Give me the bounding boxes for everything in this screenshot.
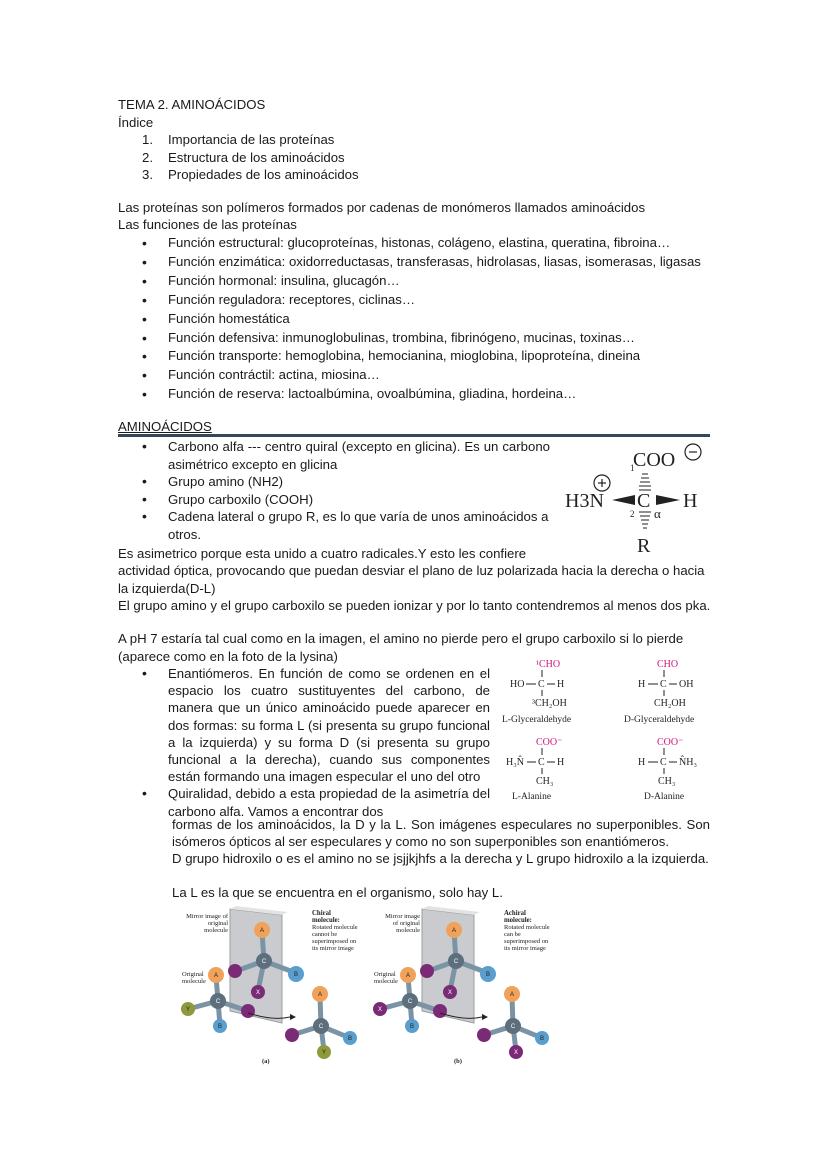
paragraph: D grupo hidroxilo o es el amino no se jsjjkjhfs a la derecha y L grupo hidroxilo a la izquierda. bbox=[172, 851, 709, 866]
svg-text:C: C bbox=[538, 757, 545, 768]
list-item: • Función estructural: glucoproteínas, histonas, colágeno, elastina, queratina, fibroina… bbox=[118, 234, 718, 253]
amino-group-label: H3N bbox=[565, 490, 604, 512]
svg-text:X: X bbox=[377, 1007, 383, 1013]
svg-text:CHO: CHO bbox=[657, 659, 679, 670]
intro-paragraph: Las proteínas son polímeros formados por cadenas de monómeros llamados aminoácidos bbox=[118, 200, 646, 215]
paragraph: El grupo amino y el grupo carboxilo se pueden ionizar y por lo tanto contendremos al menos dos pka. bbox=[118, 598, 711, 613]
index-item: 2. Estructura de los aminoácidos bbox=[142, 149, 345, 165]
functions-heading: Las funciones de las proteínas bbox=[118, 217, 297, 232]
doc-title: TEMA 2. AMINOÁCIDOS bbox=[118, 97, 266, 112]
list-item: • Función defensiva: inmunoglobulinas, trombina, fibrinógeno, mucinas, toxinas… bbox=[118, 329, 718, 348]
enantiomers-figure bbox=[498, 654, 718, 804]
svg-text:B: B bbox=[485, 972, 491, 978]
svg-text:CH₃: CH₃ bbox=[536, 776, 554, 787]
svg-text:³CH₂OH: ³CH₂OH bbox=[532, 698, 567, 709]
svg-text:CH₃: CH₃ bbox=[658, 776, 676, 787]
index-label: Índice bbox=[118, 114, 154, 130]
coo-label: COO bbox=[633, 449, 676, 471]
svg-text:X: X bbox=[447, 990, 453, 996]
svg-text:H: H bbox=[557, 679, 565, 690]
paragraph: formas de los aminoácidos, la D y la L. Son imágenes especulares no superponibles. Son isómeros ópticos al ser especulares y como no son superponibles son enantiómeros. bbox=[172, 817, 710, 850]
chiral-title: Chiral molecule: bbox=[312, 910, 340, 922]
amino-acid-structure-figure bbox=[560, 438, 710, 556]
svg-text:C: C bbox=[407, 999, 413, 1005]
svg-text:X: X bbox=[513, 1050, 519, 1056]
svg-text:B: B bbox=[293, 972, 299, 978]
list-item: • Función hormonal: insulina, glucagón… bbox=[118, 272, 718, 291]
list-item: • Función homestática bbox=[118, 310, 718, 329]
achiral-description: Rotated molecule can be superimposed on its mirror image bbox=[504, 924, 550, 952]
chiral-description: Rotated molecule cannot be superimposed on its mirror image bbox=[312, 924, 358, 952]
list-item: • Función enzimática: oxidorreductasas, transferasas, hidrolasas, liasas, isomerasas, ligasas bbox=[118, 253, 718, 272]
svg-text:C: C bbox=[538, 679, 545, 690]
list-item: • Carbono alfa --- centro quiral (excepto en glicina). Es un carbono asimétrico excepto en glicina bbox=[118, 438, 550, 473]
svg-text:B: B bbox=[539, 1036, 545, 1042]
mirror-caption-a: Mirror image of original molecule bbox=[186, 913, 228, 934]
svg-text:C: C bbox=[261, 959, 267, 965]
svg-text:C: C bbox=[453, 959, 459, 965]
svg-text:α: α bbox=[654, 506, 661, 521]
svg-text:H: H bbox=[638, 679, 646, 690]
index-item: 1. Importancia de las proteínas bbox=[142, 132, 335, 148]
svg-text:C: C bbox=[660, 757, 667, 768]
list-item: • Función de reserva: lactoalbúmina, ovoalbúmina, gliadina, hordeina… bbox=[118, 385, 718, 404]
svg-text:A: A bbox=[509, 992, 515, 998]
enantiomer-list bbox=[118, 665, 490, 820]
svg-text:C: C bbox=[660, 679, 667, 690]
list-item: • Grupo carboxilo (COOH) bbox=[118, 491, 550, 509]
svg-text:OH: OH bbox=[679, 679, 694, 690]
list-item: • Enantiómeros. En función de como se ordenen en el espacio los cuatro sustituyentes del carbono, de manera que un único aminoácido puede aparecer en dos formas: su forma L (si presenta su grupo funcional a la izquierda) y su forma D (si presenta su grupo funcional a la derecha), cuando sus componentes están formando una imagen especular el uno del otro bbox=[118, 665, 490, 785]
r-group-label: R bbox=[637, 535, 651, 556]
d-glyceraldehyde-label: D-Glyceraldehyde bbox=[624, 715, 695, 725]
list-item: • Función reguladora: receptores, ciclinas… bbox=[118, 291, 718, 310]
paragraph: A pH 7 estaría tal cual como en la imagen, el amino no pierde pero el grupo carboxilo si lo pierde (aparece como en la foto de la lysina) bbox=[118, 631, 684, 664]
svg-text:A: A bbox=[259, 928, 265, 934]
chirality-figure bbox=[178, 901, 552, 1069]
svg-text:B: B bbox=[347, 1036, 353, 1042]
svg-text:X: X bbox=[255, 990, 261, 996]
section-heading: AMINOÁCIDOS bbox=[118, 419, 212, 434]
svg-text:C: C bbox=[318, 1024, 324, 1030]
list-item: • Función transporte: hemoglobina, hemocianina, mioglobina, lipoproteína, dineina bbox=[118, 347, 718, 366]
svg-text:C: C bbox=[637, 490, 651, 512]
document-body bbox=[118, 96, 710, 184]
list-item: • Quiralidad, debido a esta propiedad de la asimetría del carbono alfa. Vamos a encontrar dos bbox=[118, 785, 490, 819]
index-list bbox=[118, 131, 710, 184]
svg-text:H: H bbox=[683, 490, 698, 512]
panel-label-b: (b) bbox=[454, 1058, 462, 1065]
l-glyceraldehyde-label: L-Glyceraldehyde bbox=[502, 715, 572, 725]
svg-text:COO⁻: COO⁻ bbox=[657, 737, 684, 748]
section-divider bbox=[118, 434, 710, 437]
original-caption-b: Original molecule bbox=[374, 971, 398, 985]
svg-text:COO⁻: COO⁻ bbox=[536, 737, 563, 748]
list-item: • Función contráctil: actina, miosina… bbox=[118, 366, 718, 385]
svg-text:H₃N̂: H₃N̂ bbox=[506, 757, 524, 768]
svg-text:A: A bbox=[317, 992, 323, 998]
panel-label-a: (a) bbox=[262, 1058, 270, 1065]
d-alanine-label: D-Alanine bbox=[644, 792, 685, 802]
svg-text:2: 2 bbox=[630, 509, 635, 519]
svg-text:C: C bbox=[215, 999, 221, 1005]
svg-text:C: C bbox=[510, 1024, 516, 1030]
aminoacid-bullets bbox=[118, 438, 550, 544]
original-caption-a: Original molecule bbox=[182, 971, 206, 985]
list-item: • Grupo amino (NH2) bbox=[118, 473, 550, 491]
svg-text:CH₂OH: CH₂OH bbox=[654, 698, 686, 709]
l-alanine-label: L-Alanine bbox=[512, 792, 552, 802]
svg-text:Y: Y bbox=[185, 1007, 191, 1013]
svg-text:N̂H₃: N̂H₃ bbox=[679, 757, 697, 768]
paragraph: La L es la que se encuentra en el organismo, solo hay L. bbox=[172, 885, 503, 900]
list-item: • Cadena lateral o grupo R, es lo que varía de unos aminoácidos a otros. bbox=[118, 508, 550, 543]
svg-text:H: H bbox=[557, 757, 565, 768]
svg-text:A: A bbox=[213, 973, 219, 979]
svg-text:HO: HO bbox=[510, 679, 525, 690]
paragraph: Es asimetrico porque esta unido a cuatro radicales.Y esto les confiere bbox=[118, 546, 527, 561]
svg-text:1: 1 bbox=[630, 463, 635, 473]
achiral-title: Achiral molecule: bbox=[504, 910, 532, 922]
svg-text:B: B bbox=[217, 1024, 223, 1030]
functions-list bbox=[118, 234, 718, 404]
svg-text:B: B bbox=[409, 1024, 415, 1030]
svg-text:A: A bbox=[451, 928, 457, 934]
svg-text:¹CHO: ¹CHO bbox=[536, 659, 561, 670]
paragraph: actividad óptica, provocando que puedan desviar el plano de luz polarizada hacia la derecha o hacia la izquierda(D-L) bbox=[118, 563, 705, 596]
svg-text:Y: Y bbox=[321, 1050, 327, 1056]
index-item: 3. Propiedades de los aminoácidos bbox=[142, 167, 359, 183]
svg-text:A: A bbox=[405, 973, 411, 979]
mirror-caption-b: Mirror image of original molecule bbox=[385, 913, 420, 934]
svg-text:H: H bbox=[638, 757, 646, 768]
